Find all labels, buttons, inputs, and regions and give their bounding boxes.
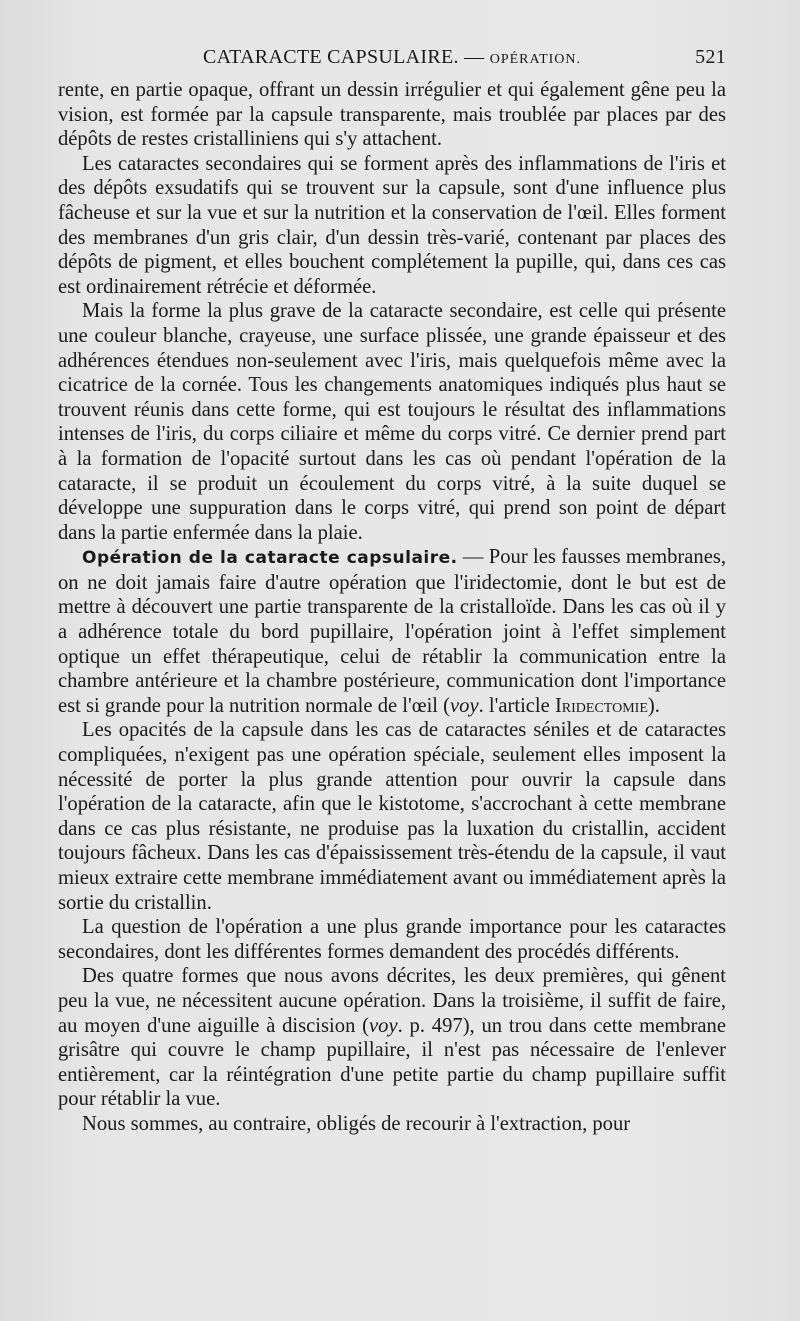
running-head [58, 44, 726, 78]
section-text-after: ). [647, 694, 660, 717]
paragraph-continuation: rente, en partie opaque, offrant un dessin irrégulier et qui également gêne peu la vision, est formée par la capsule transparente, mais troublée par places par des dépôts de restes cristalliniens qui s'y attachent. [58, 79, 726, 151]
paragraph-senile-opacities: Les opacités de la capsule dans les cas de cataractes séniles et de cataractes compliquées, n'exigent pas une opération spéciale, seulement elles imposent la nécessité de porter la plus grande attention pour ouvrir la capsule dans l'opération de la cataracte, afin que le kistotome, s'accrochant à cette membrane dans ce cas plus résistante, ne produise pas la luxation du cristallin, accident toujours fâcheux. Dans les cas d'épaississement très-étendu de la capsule, il vaut mieux extraire cette membrane immédiatement avant ou immédiatement après la sortie du cristallin. [58, 719, 726, 914]
forms-text-after: . p. 497), un trou dans cette membrane grisâtre qui couvre le champ pupillaire, il n'est pas nécessaire de l'enlever entièrement, car la réintégration d'une petite partie du champ pupillaire suffit pour rétablir la vue. [58, 1014, 726, 1111]
header-dash: — [458, 46, 490, 68]
section-text-mid: . l'article [478, 694, 555, 717]
header-subtitle: OPÉRATION. [489, 52, 582, 67]
header-title: CATARACTE CAPSULAIRE. [202, 46, 459, 68]
section-voy: voy [450, 694, 479, 717]
forms-voy: voy [369, 1014, 398, 1037]
forms-text-before: Des quatre formes que nous avons décrites, les deux premières, qui gênent peu la vue, ne nécessitent aucune opération. Dans la troisième, il suffit de faire, au moyen d'une aiguille à discision ( [58, 965, 726, 1037]
paragraph-extraction: Nous sommes, au contraire, obligés de recourir à l'extraction, pour [82, 1112, 631, 1135]
running-title [58, 46, 726, 69]
page-number: 521 [695, 46, 726, 68]
section-heading: Opération de la cataracte capsulaire. [82, 548, 458, 569]
paragraph-secondary-cataracts: Les cataractes secondaires qui se forment après des inflammations de l'iris et des dépôts exsudatifs qui se trouvent sur la capsule, sont d'une influence plus fâcheuse et sur la vue et sur la nutrition et la conservation de l'œil. Elles forment des membranes d'un gris clair, d'un dessin très-varié, contenant par places des dépôts de pigment, et elles bouchent complétement la pupille, qui, dans ces cas est ordinairement rétrécie et déformée. [58, 152, 726, 298]
paragraph-four-forms [58, 964, 726, 1112]
paragraph-grave-form: Mais la forme la plus grave de la cataracte secondaire, est celle qui présente une couleur blanche, crayeuse, une surface plissée, une grande épaisseur et des adhérences étendues non-seulement avec l'iris, mais quelquefois même avec la cicatrice de la cornée. Tous les changements anatomiques indiqués plus haut se trouvent réunis dans cette forme, qui est toujours le résultat des inflammations intenses de l'iris, du corps ciliaire et même du corps vitré. Ce dernier prend part à la formation de l'opacité surtout dans les cas où pendant l'opération de la cataracte, il se produit un écoulement du corps vitré, à la suite duquel se développe une suppuration dans le corps vitré, qui prend son point de départ dans la partie enfermée dans la plaie. [58, 300, 726, 544]
paragraph-operation-section [58, 545, 726, 718]
cross-reference-iridectomie: Iridectomie [554, 694, 648, 717]
section-text-before: — Pour les fausses membranes, on ne doit jamais faire d'autre opération que l'iridectomie, dont le but est de mettre à découvert une partie transparente de la cristalloïde. Dans les cas où il y a adhérence totale du bord pupillaire, l'opération joint à l'effet simplement optique un effet thérapeutique, celui de rétablir la communication entre la chambre antérieure et la chambre postérieure, communication dont l'importance est si grande pour la nutrition normale de l'œil ( [58, 546, 726, 717]
paragraph-question: La question de l'opération a une plus grande importance pour les cataractes secondaires, dont les différentes formes demandent des procédés différents. [58, 916, 726, 963]
body-text [58, 78, 726, 1137]
